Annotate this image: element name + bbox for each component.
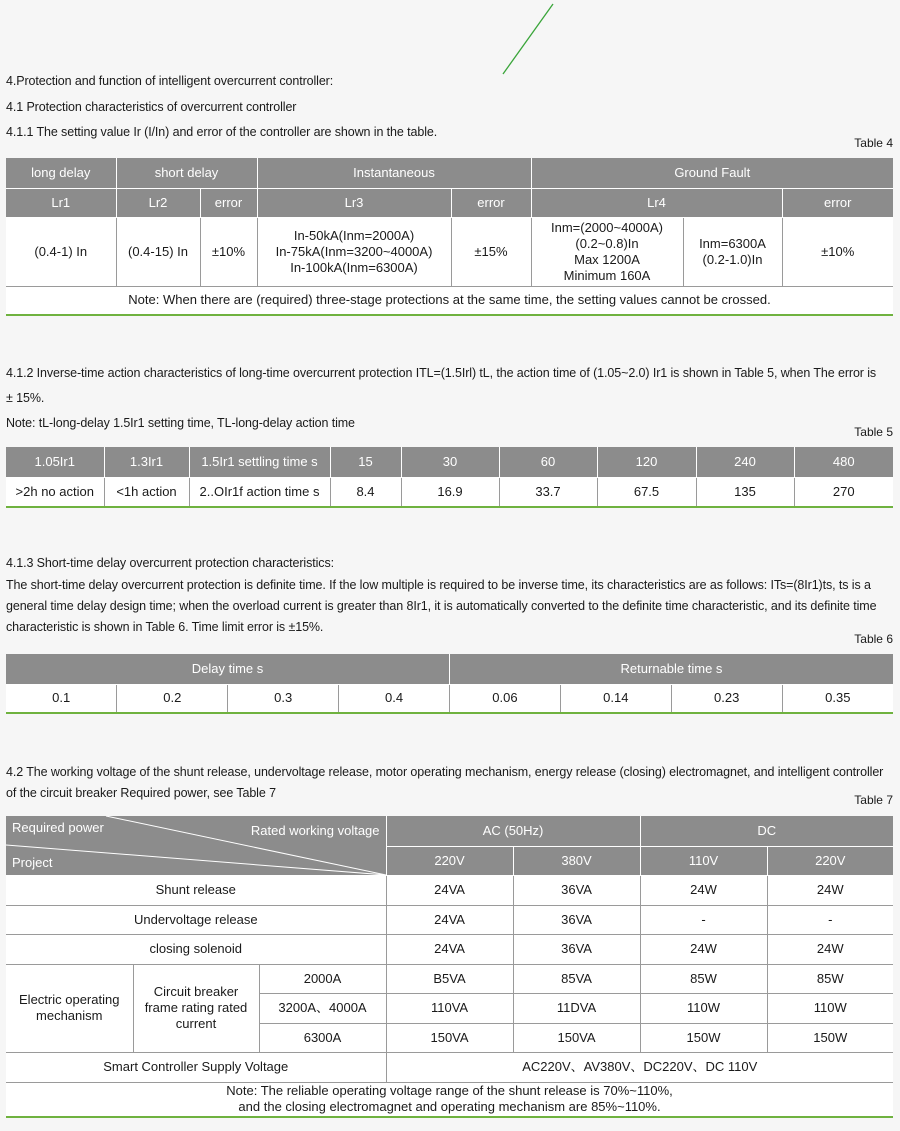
table-6 [6,654,893,714]
t4-subheader-lr2: Lr2 [116,188,200,217]
t6-cell: 0.14 [560,684,671,713]
section-4-1-title: 4.1 Protection characteristics of overcurrent controller [6,100,297,114]
t7-cell: 11DVA [513,993,640,1023]
t5-cell: 8.4 [330,477,401,507]
t7-cell: 24W [767,934,893,964]
table-row [6,477,893,507]
t4-cell-lr4-a [531,217,683,286]
t6-cell: 0.3 [228,684,339,713]
t4-header-ground-fault: Ground Fault [531,158,893,188]
t4-cell-lr3-line: In-50kA(Inm=2000A) [293,227,415,243]
t7-corner-required-power: Required power [12,820,104,835]
t6-cell: 0.1 [6,684,117,713]
t5-header: 60 [499,447,597,477]
decorative-green-line [0,0,900,80]
table-5-label: Table 5 [854,425,893,439]
t7-frame-label [133,964,259,1052]
t5-cell: <1h action [104,477,189,507]
table-7-label: Table 7 [854,793,893,807]
t6-cell: 0.4 [339,684,450,713]
table-4 [6,158,893,316]
t7-smart-label: Smart Controller Supply Voltage [6,1052,386,1082]
t4-cell-lr2: (0.4-15) In [116,217,200,286]
table-row [6,217,893,286]
t7-rating: 3200A、4000A [259,993,386,1023]
table-row [6,875,893,905]
t6-cell: 0.35 [782,684,893,713]
t7-header-ac: AC (50Hz) [386,816,640,846]
t7-cell: 85VA [513,964,640,993]
t4-header-instantaneous: Instantaneous [257,158,531,188]
t5-cell: 67.5 [597,477,696,507]
t5-cell: >2h no action [6,477,104,507]
t7-cell: 110W [640,993,767,1023]
t6-cell: 0.06 [450,684,561,713]
t7-mechanism-label-line: mechanism [36,1008,103,1023]
t7-corner-header [6,816,386,875]
t4-cell-lr4-line: Max 1200A [574,251,640,267]
table-4-label: Table 4 [854,136,893,150]
t7-cell: 150VA [386,1023,513,1052]
section-4-2-text: 4.2 The working voltage of the shunt release, undervoltage release, motor operating mechanism, energy release (closing) electromagnet, and intelligent controller of the circuit breaker Required power, see Table 7 [6,765,884,800]
section-4-1-2-note: Note: tL-long-delay 1.5Ir1 setting time, TL-long-delay action time [6,416,355,430]
t4-subheader-error: error [782,188,893,217]
table-row [6,905,893,934]
t7-cell: B5VA [386,964,513,993]
t7-header-voltage: 380V [513,846,640,875]
t7-corner-rated-voltage: Rated working voltage [250,823,380,838]
t7-header-dc: DC [640,816,893,846]
table-7 [6,816,893,1118]
t7-note [6,1082,893,1117]
t4-subheader-lr1: Lr1 [6,188,116,217]
t6-cell: 0.2 [117,684,228,713]
t4-subheader-error: error [451,188,531,217]
t5-cell: 33.7 [499,477,597,507]
t5-header: 1.05Ir1 [6,447,104,477]
t7-row-label: Undervoltage release [6,905,386,934]
t4-cell-lr4-line: Inm=(2000~4000A) [550,219,664,235]
t4-subheader-lr3: Lr3 [257,188,451,217]
t7-cell: 24W [640,875,767,905]
t5-header: 480 [794,447,893,477]
t7-note-line: Note: The reliable operating voltage range of the shunt release is 70%~110%, [226,1083,673,1099]
t4-cell-lr4-line: Inm=6300A [699,235,766,251]
table-row [6,964,893,993]
t4-cell-lr3-line: In-100kA(Inm=6300A) [290,259,418,275]
table-6-label: Table 6 [854,632,893,646]
t7-cell: 110W [767,993,893,1023]
t7-cell: 85W [767,964,893,993]
section-4-1-3-title: 4.1.3 Short-time delay overcurrent protection characteristics: [6,556,334,570]
t7-cell: 150VA [513,1023,640,1052]
t4-header-short-delay: short delay [116,158,257,188]
t4-cell-lr3-line: In-75kA(Inm=3200~4000A) [275,243,433,259]
t7-cell: 24VA [386,905,513,934]
t4-cell-lr4-line: (0.2-1.0)In [702,251,763,267]
t4-cell-lr4-line: Minimum 160A [563,267,651,283]
t7-cell: 110VA [386,993,513,1023]
t4-subheader-error: error [200,188,257,217]
t5-header: 15 [330,447,401,477]
t4-cell-error: ±15% [451,217,531,286]
t7-corner-project: Project [12,854,53,870]
t7-cell: - [640,905,767,934]
t5-cell: 2..OIr1f action time s [189,477,330,507]
t7-cell: 85W [640,964,767,993]
section-4-1-2-error: ± 15%. [6,391,45,405]
t7-cell: 36VA [513,905,640,934]
table-row [6,684,893,713]
table-5 [6,447,893,508]
t7-header-voltage: 110V [640,846,767,875]
t4-cell-error: ±10% [200,217,257,286]
t7-cell: - [767,905,893,934]
t4-cell-lr1: (0.4-1) In [6,217,116,286]
t7-frame-label-line: Circuit breaker [153,984,239,999]
t6-header-returnable-time: Returnable time s [450,654,894,684]
t6-header-delay-time: Delay time s [6,654,450,684]
t4-header-long-delay: long delay [6,158,116,188]
section-4-1-1-text: 4.1.1 The setting value Ir (I/In) and error of the controller are shown in the table. [6,125,438,139]
t5-cell: 270 [794,477,893,507]
table-row [6,1052,893,1082]
t7-row-label: Shunt release [6,875,386,905]
section-4-1-2-text: 4.1.2 Inverse-time action characteristics of long-time overcurrent protection ITL=(1.5Irl) tL, the action time of (1.05~2.0) Ir1 is shown in Table 5, when The error is [6,366,877,380]
t7-rating: 6300A [259,1023,386,1052]
t7-header-voltage: 220V [386,846,513,875]
t5-header: 240 [696,447,794,477]
t4-note: Note: When there are (required) three-stage protections at the same time, the setting values cannot be crossed. [6,286,893,315]
t7-mechanism-label [6,964,133,1052]
t7-rating: 2000A [259,964,386,993]
t4-cell-lr3 [257,217,451,286]
t7-cell: 24W [640,934,767,964]
t4-cell-error: ±10% [782,217,893,286]
t7-header-voltage: 220V [767,846,893,875]
t7-smart-value: AC220V、AV380V、DC220V、DC 110V [386,1052,893,1082]
t6-cell: 0.23 [671,684,782,713]
t7-cell: 36VA [513,875,640,905]
t5-header: 120 [597,447,696,477]
t4-subheader-lr4: Lr4 [531,188,782,217]
t4-cell-lr4-b [683,217,782,286]
t5-header: 1.3Ir1 [104,447,189,477]
t7-note-line: and the closing electromagnet and operating mechanism are 85%~110%. [238,1099,661,1115]
t7-cell: 150W [640,1023,767,1052]
t5-header: 1.5Ir1 settling time s [189,447,330,477]
t7-row-label: closing solenoid [6,934,386,964]
t5-header: 30 [401,447,499,477]
t7-cell: 24VA [386,875,513,905]
t7-frame-label-line: frame rating rated [144,1000,248,1015]
t5-cell: 135 [696,477,794,507]
section-4-1-3-body: The short-time delay overcurrent protection is definite time. If the low multiple is required to be inverse time, its characteristics are as follows: ITs=(8Ir1)ts, ts is a general time delay design time; when the overload current is greater than 8Ir1, it is automatically converted to the definite time characteristic, and its definite time characteristic is shown in Table 6. Time limit error is ±15%. [6,578,877,634]
t7-cell: 24W [767,875,893,905]
t7-cell: 150W [767,1023,893,1052]
table-row [6,934,893,964]
t7-cell: 36VA [513,934,640,964]
section-4-title: 4.Protection and function of intelligent overcurrent controller: [6,74,334,88]
t4-cell-lr4-line: (0.2~0.8)In [575,235,639,251]
t5-cell: 16.9 [401,477,499,507]
t7-cell: 24VA [386,934,513,964]
t7-frame-label-line: current [175,1016,217,1031]
t7-mechanism-label-line: Electric operating [19,992,120,1007]
